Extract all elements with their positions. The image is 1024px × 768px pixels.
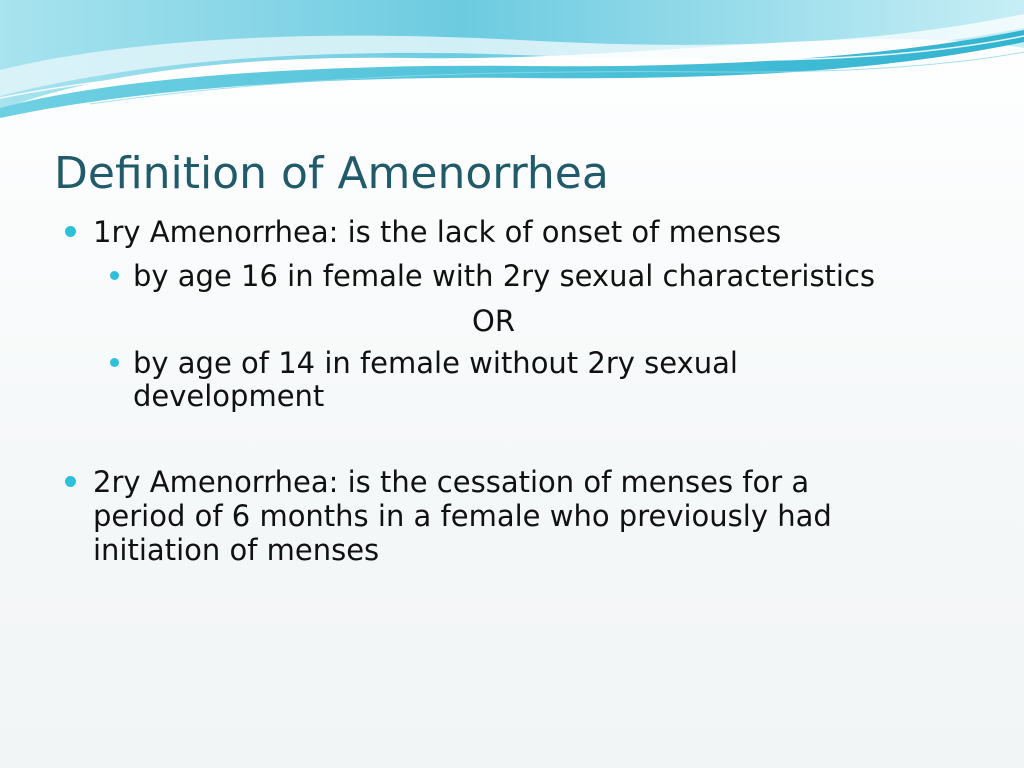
bullet-text-age-14-continued: development <box>133 379 325 413</box>
or-separator: OR <box>472 304 515 338</box>
wave-banner <box>0 0 1024 130</box>
bullet-text-age-14: by age of 14 in female without 2ry sexual <box>133 346 738 380</box>
bullet-marker-level1 <box>65 476 76 487</box>
bullet-text-primary-amenorrhea: 1ry Amenorrhea: is the lack of onset of menses <box>93 215 782 249</box>
bullet-text-secondary-amenorrhea-line2: period of 6 months in a female who previously had <box>93 499 832 533</box>
bullet-marker-level1 <box>65 226 76 237</box>
bullet-text-secondary-amenorrhea-line1: 2ry Amenorrhea: is the cessation of menses for a <box>93 465 810 499</box>
bullet-text-secondary-amenorrhea-line3: initiation of menses <box>93 533 380 567</box>
slide-title: Definition of Amenorrhea <box>54 148 609 199</box>
bullet-text-age-16: by age 16 in female with 2ry sexual characteristics <box>133 259 876 293</box>
bullet-marker-level2 <box>110 358 119 367</box>
bullet-marker-level2 <box>110 271 119 280</box>
